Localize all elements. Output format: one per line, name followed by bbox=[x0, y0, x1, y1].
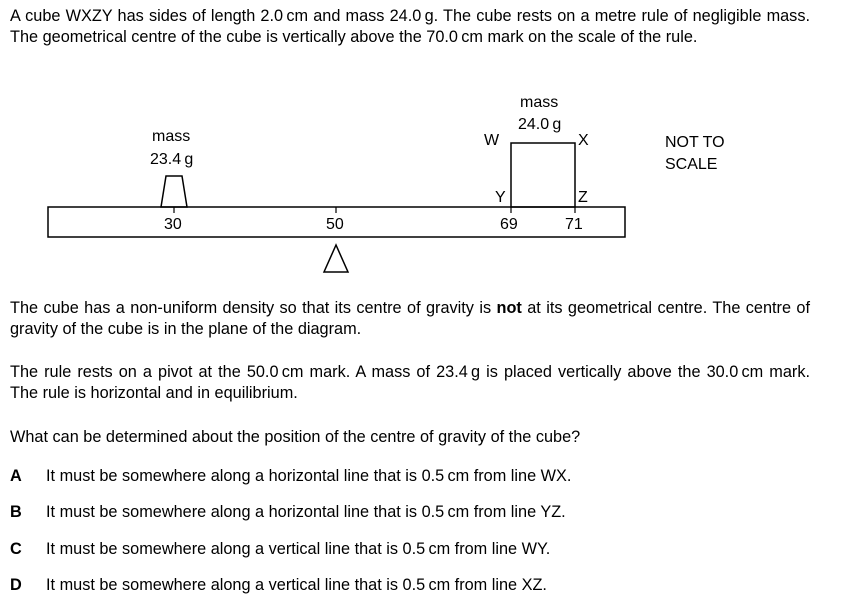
density-text-b: at its geometrical centre. The centre of gravity of the cube is in the plane of the diagram. bbox=[10, 299, 811, 338]
corner-x-label: X bbox=[578, 132, 589, 149]
mark-71-label: 71 bbox=[565, 216, 583, 233]
intro-paragraph: A cube WXZY has sides of length 2.0 cm and mass 24.0 g. The cube rests on a metre rule of negligible mass. The geometrical centre of the cube is vertically above the 70.0 cm mark on the scale of the rule. bbox=[10, 7, 810, 46]
option-c-letter: C bbox=[10, 540, 22, 558]
mark-30-label: 30 bbox=[164, 216, 182, 233]
option-a-letter: A bbox=[10, 467, 22, 485]
not-to-scale-line1: NOT TO bbox=[665, 134, 725, 151]
corner-y-label: Y bbox=[495, 189, 506, 206]
corner-w-label: W bbox=[484, 132, 500, 149]
option-a[interactable] bbox=[10, 466, 571, 487]
pivot-paragraph: The rule rests on a pivot at the 50.0 cm mark. A mass of 23.4 g is placed vertically above the 30.0 cm mark. The rule is horizontal and in equilibrium. bbox=[10, 363, 810, 402]
cube-square bbox=[511, 143, 575, 207]
mark-69-label: 69 bbox=[500, 216, 518, 233]
option-b-letter: B bbox=[10, 503, 22, 521]
not-to-scale-line2: SCALE bbox=[665, 156, 718, 173]
option-d-letter: D bbox=[10, 576, 22, 594]
left-mass-block bbox=[161, 176, 187, 207]
pivot-triangle bbox=[324, 245, 348, 272]
option-c-text: It must be somewhere along a vertical line that is 0.5 cm from line WY. bbox=[46, 540, 551, 558]
option-b[interactable] bbox=[10, 502, 566, 523]
left-mass-value: 23.4 g bbox=[150, 151, 194, 168]
cube-mass-label: mass bbox=[520, 94, 559, 111]
cube-mass-value: 24.0 g bbox=[518, 116, 562, 133]
left-mass-label: mass bbox=[152, 128, 191, 145]
option-b-text: It must be somewhere along a horizontal line that is 0.5 cm from line YZ. bbox=[46, 503, 566, 521]
mark-50-label: 50 bbox=[326, 216, 344, 233]
option-d[interactable] bbox=[10, 575, 547, 596]
question-text: What can be determined about the position of the centre of gravity of the cube? bbox=[10, 428, 581, 446]
density-text-a: The cube has a non-uniform density so that its centre of gravity is bbox=[10, 299, 497, 317]
option-a-text: It must be somewhere along a horizontal line that is 0.5 cm from line WX. bbox=[46, 467, 572, 485]
corner-z-label: Z bbox=[578, 189, 588, 206]
option-d-text: It must be somewhere along a vertical line that is 0.5 cm from line XZ. bbox=[46, 576, 547, 594]
option-c[interactable] bbox=[10, 539, 550, 560]
density-text-bold: not bbox=[496, 299, 522, 317]
density-paragraph bbox=[10, 298, 810, 340]
